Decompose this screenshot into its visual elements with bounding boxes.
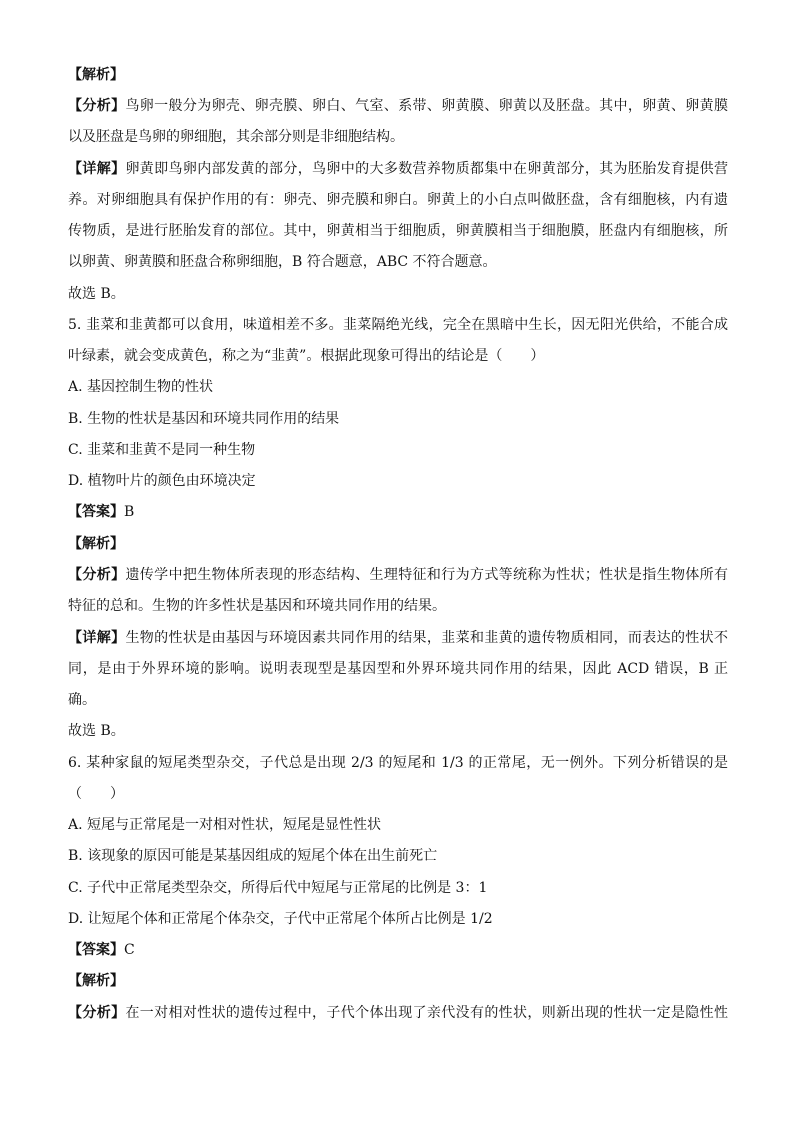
answer-line: 【答案】C	[68, 942, 135, 958]
option-a: A. 短尾与正常尾是一对相对性状，短尾是显性性状	[68, 817, 382, 833]
conclusion-line: 故选 B。	[68, 286, 125, 302]
detail-paragraph: 【详解】卵黄即鸟卵内部发黄的部分，鸟卵中的大多数营养物质都集中在卵黄部分，其为胚胎发育提供营	[68, 161, 728, 177]
detail-paragraph: 养。对卵细胞具有保护作用的有：卵壳、卵壳膜和卵白。卵黄上的小白点叫做胚盘，含有细胞核，内有遗	[68, 192, 728, 208]
option-b: B. 生物的性状是基因和环境共同作用的结果	[68, 411, 340, 427]
answer-line: 【答案】B	[68, 504, 135, 520]
option-d: D. 让短尾个体和正常尾个体杂交，子代中正常尾个体所占比例是 1/2	[68, 911, 493, 927]
section-heading-analysis: 【解析】	[68, 67, 124, 83]
option-d: D. 植物叶片的颜色由环境决定	[68, 473, 256, 489]
question-stem: 叶绿素，就会变成黄色，称之为“韭黄”。根据此现象可得出的结论是（ ）	[68, 348, 545, 364]
detail-paragraph: 传物质，是进行胚胎发育的部位。其中，卵黄相当于细胞质，卵黄膜相当于细胞膜，胚盘内有细胞核，所	[68, 223, 728, 239]
analysis-paragraph: 【分析】遗传学中把生物体所表现的形态结构、生理特征和行为方式等统称为性状；性状是指生物体所有	[68, 567, 728, 583]
option-c: C. 子代中正常尾类型杂交，所得后代中短尾与正常尾的比例是 3：1	[68, 880, 488, 896]
analysis-paragraph: 以及胚盘是鸟卵的卵细胞，其余部分则是非细胞结构。	[68, 129, 404, 145]
option-b: B. 该现象的原因可能是某基因组成的短尾个体在出生前死亡	[68, 848, 438, 864]
analysis-paragraph: 特征的总和。生物的许多性状是基因和环境共同作用的结果。	[68, 598, 446, 614]
detail-paragraph: 确。	[68, 692, 96, 708]
detail-paragraph: 以卵黄、卵黄膜和胚盘合称卵细胞，B 符合题意，ABC 不符合题意。	[68, 254, 497, 270]
analysis-paragraph: 【分析】在一对相对性状的遗传过程中，子代个体出现了亲代没有的性状，则新出现的性状一定是隐性性	[68, 1005, 728, 1021]
conclusion-line: 故选 B。	[68, 723, 125, 739]
question-stem: （ ）	[68, 786, 124, 802]
detail-paragraph: 同，是由于外界环境的影响。说明表现型是基因型和外界环境共同作用的结果，因此 ACD 错误，B 正	[68, 661, 728, 677]
question-stem: 6. 某种家鼠的短尾类型杂交，子代总是出现 2/3 的短尾和 1/3 的正常尾，无一例外。下列分析错误的是	[68, 755, 728, 771]
option-c: C. 韭菜和韭黄不是同一种生物	[68, 442, 256, 458]
option-a: A. 基因控制生物的性状	[68, 379, 214, 395]
section-heading-analysis: 【解析】	[68, 973, 124, 989]
section-heading-analysis: 【解析】	[68, 536, 124, 552]
question-stem: 5. 韭菜和韭黄都可以食用，味道相差不多。韭菜隔绝光线，完全在黑暗中生长，因无阳光供给，不能合成	[68, 317, 728, 333]
detail-paragraph: 【详解】生物的性状是由基因与环境因素共同作用的结果，韭菜和韭黄的遗传物质相同，而表达的性状不	[68, 630, 728, 646]
analysis-paragraph: 【分析】鸟卵一般分为卵壳、卵壳膜、卵白、气室、系带、卵黄膜、卵黄以及胚盘。其中，卵黄、卵黄膜	[68, 98, 728, 114]
